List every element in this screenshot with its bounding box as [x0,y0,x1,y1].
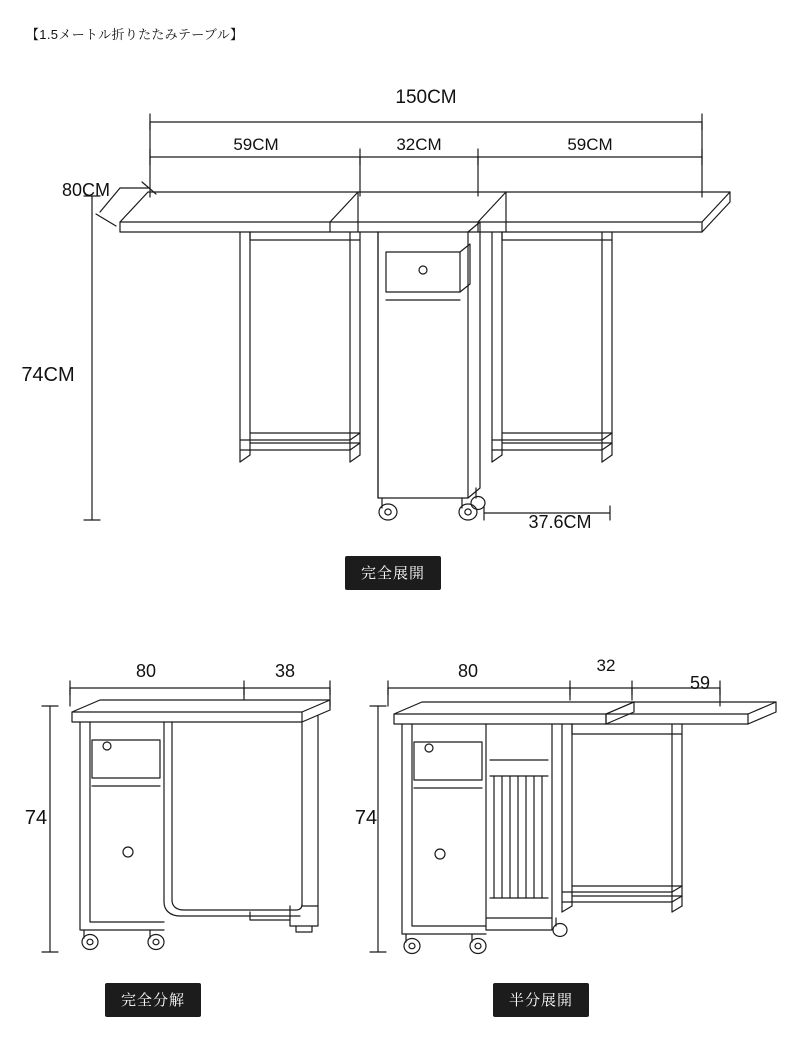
caption-fully-folded: 完全分解 [105,983,201,1017]
page-title: 【1.5メートル折りたたみテーブル】 [26,27,244,42]
dim-half-height: 74 [354,807,378,829]
dim-center: 32CM [396,135,442,154]
dim-folded-height: 74 [24,807,48,829]
dim-left-leaf: 59CM [233,135,279,154]
dim-cabinet-width: 37.6CM [528,512,592,532]
dim-height: 74CM [21,364,75,386]
dim-half-center: 32 [596,656,616,675]
dim-folded-depth: 80 [135,661,157,681]
dim-right-leaf: 59CM [567,135,613,154]
dim-half-depth: 80 [457,661,479,681]
dim-depth: 80CM [61,180,111,200]
caption-half-extended: 半分展開 [493,983,589,1017]
dim-folded-width: 38 [274,661,296,681]
caption-fully-extended: 完全展開 [345,556,441,590]
dim-half-leaf: 59 [689,673,711,693]
dim-total-width: 150CM [395,87,457,108]
